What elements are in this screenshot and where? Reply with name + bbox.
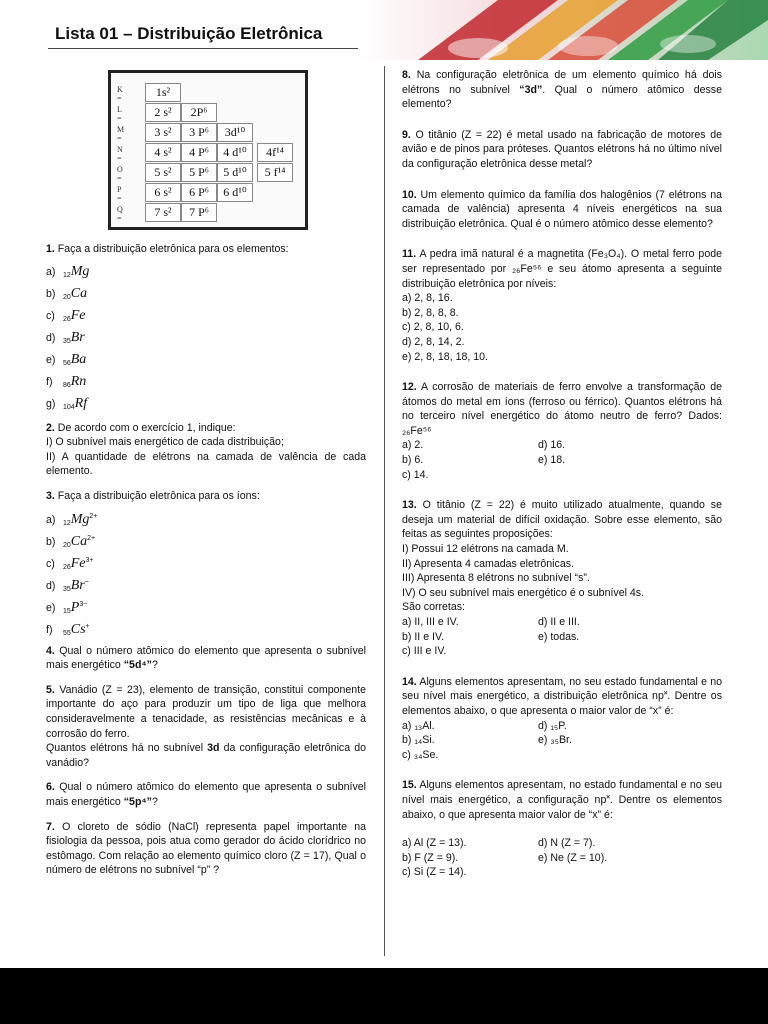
diagram-cell: 6 P⁶ [181, 183, 217, 202]
element-item: f) $_{86}$Rn [46, 373, 87, 389]
ion-item: d) $_{35}$Br− [46, 577, 89, 593]
option: b) 2, 8, 8, 8. [402, 306, 459, 319]
proposition: São corretas: [402, 601, 466, 614]
diagram-cell: 4 d¹⁰ [217, 143, 253, 162]
question-7: 7. O cloreto de sódio (NaCl) representa papel importante na fisiologia da pessoa, pois atua como gerador do ácido clorídrico no estômago. Com relação ao elemento químico cloro (Z = 17), Qual o número de elétrons no subnível “p” ? [46, 820, 366, 877]
diagram-cell: 4 P⁶ [181, 143, 217, 162]
option-row: c) 14. [402, 468, 429, 481]
diagram-level: O = [117, 165, 123, 183]
diagram-level: L = [117, 105, 122, 123]
option-row: b) II e IV. e) todas. [402, 630, 580, 643]
element-item: b) $_{20}$Ca [46, 285, 88, 301]
diagram-cell: 5 s² [145, 163, 181, 182]
diagram-cell: 3 P⁶ [181, 123, 217, 142]
option-row: b) 6. e) 18. [402, 454, 566, 467]
diagram-cell: 5 f¹⁴ [257, 163, 293, 182]
question-4: 4. Qual o número atômico do elemento que apresenta o subnível mais energético “5d⁴”? [46, 644, 366, 672]
diagram-cell: 6 d¹⁰ [217, 183, 253, 202]
proposition: II) Apresenta 4 camadas eletrônicas. [402, 557, 574, 570]
ion-item: f) $_{55}$Cs+ [46, 621, 90, 637]
page-title: Lista 01 – Distribuição Eletrônica [55, 24, 323, 43]
option-row: b) ₁₄Si. e) ₃₅Br. [402, 734, 572, 747]
question-1 [46, 242, 366, 257]
right-column [402, 68, 722, 890]
option-row: a) 2. d) 16. [402, 439, 566, 452]
question-15: 15. Alguns elementos apresentam, no estado fundamental e no seu nível mais energético, a configuração np˟. Dentre os elementos abaixo, o que apresenta maior valor de “x” é: a) Al (Z = 13). d) N (Z = 7). b) F (Z = 9). e) Ne (Z = 10). c) Si (Z = 14). [402, 779, 723, 879]
question-9: 9. O titânio (Z = 22) é metal usado na fabricação de motores de avião e de pinos para próteses. Quantos elétrons há no último nível da configuração eletrônica desse metal? [402, 128, 722, 170]
ion-item: b) $_{20}Ca^{2+}$ [46, 533, 96, 549]
option-row: c) III e IV. [402, 645, 447, 658]
option-row: a) Al (Z = 13). d) N (Z = 7). [402, 837, 596, 850]
diagram-cell: 1s² [145, 83, 181, 102]
diagram-level: N = [117, 145, 123, 163]
question-14: 14. Alguns elementos apresentam, no seu estado fundamental e no seu nível mais energético, a distribuição eletrônica np˟. Dentre os elementos abaixo, o que apresenta o maior valor de “x” é: a) ₁₃Al. d) ₁₅P. b) ₁₄Si. e) ₃₅Br. c) ₃₄Se. [402, 675, 723, 761]
question-2: 2. De acordo com o exercício 1, indique: I) O subnível mais energético de cada distribuição; II) A quantidade de elétrons na camada de valência de cada elemento. [46, 421, 366, 478]
option: d) 2, 8, 14, 2. [402, 335, 465, 348]
diagram-cell: 5 d¹⁰ [217, 163, 253, 182]
diagram-cell: 2 s² [145, 103, 181, 122]
test-tubes-image [358, 0, 768, 60]
diagram-level: K = [117, 85, 123, 103]
element-item: c) $_{26}$Fe [46, 307, 86, 323]
question-13: 13. O titânio (Z = 22) é muito utilizado atualmente, quando se deseja um material de difícil oxidação. Sobre esse elemento, são feitas as seguintes proposições: I) Possui 12 elétrons na camada M. II) Apresenta 4 camadas eletrônicas. III) Apresenta 8 elétrons no subnível “s”. IV) O seu subnível mais energético é o subnível 4s. São corretas: a) II, III e IV. d) II e III. b) II e IV. e) todas. c) III e IV. [402, 499, 722, 658]
question-6: 6. Qual o número atômico do elemento que apresenta o subnível mais energético “5p⁴”? [46, 781, 366, 808]
proposition: IV) O seu subnível mais energético é o subnível 4s. [402, 586, 645, 599]
question-number: 1. [46, 243, 55, 255]
element-item: e) $_{56}$Ba [46, 351, 87, 367]
option-row: c) Si (Z = 14). [402, 866, 467, 879]
diagram-cell: 4 s² [145, 143, 181, 162]
element-item: g) $_{104}$Rf [46, 395, 88, 411]
option-row: b) F (Z = 9). e) Ne (Z = 10). [402, 851, 608, 864]
proposition: I) Possui 12 elétrons na camada M. [402, 543, 569, 556]
proposition: III) Apresenta 8 elétrons no subnível “s”. [402, 572, 590, 585]
question-10: 10. Um elemento químico da família dos halogênios (7 elétrons na camada de valência) apresenta 4 níveis energéticos na sua distribuição eletrônica. Qual é o número atômico desse elemento? [402, 188, 722, 230]
ion-item: e) $_{15}P^{3-}$ [46, 599, 88, 615]
ion-item: a) $_{12}Mg^{2+}$ [46, 511, 98, 527]
diagram-cell: 3 s² [145, 123, 181, 142]
question-text: Faça a distribuição eletrônica para os elementos: [57, 243, 289, 255]
question-5: 5. Vanádio (Z = 23), elemento de transição, constitui componente importante do aço para produzir um tipo de liga que melhora consideravelmente a tenacidade, as resistências mecânicas e à corrosão do ferro. Quantos elétrons há no subnível 3d da configuração eletrônica do vanádio? [46, 683, 366, 769]
linus-pauling-diagram [108, 70, 308, 230]
question-11: 11. A pedra imã natural é a magnetita (Fe₃O₄). O metal ferro pode ser representado por ₂₆Fe⁵⁶ e seu átomo apresenta a seguinte distribuição eletrônica por níveis: a) 2, 8, 16. b) 2, 8, 8, 8. c) 2, 8, 10, 6. d) 2, 8, 14, 2. e) 2, 8, 18, 18, 10. [402, 248, 722, 363]
diagram-cell: 2P⁶ [181, 103, 217, 122]
title-underline [48, 48, 378, 49]
diagram-cell: 4f¹⁴ [257, 143, 293, 162]
left-column [46, 242, 366, 888]
diagram-cell: 6 s² [145, 183, 181, 202]
diagram-level: M = [117, 125, 125, 143]
option-row: c) ₃₄Se. [402, 748, 439, 761]
diagram-level: P = [117, 185, 122, 203]
diagram-cell: 5 P⁶ [181, 163, 217, 182]
element-item: a) $_{12}$Mg [46, 263, 90, 279]
question-12: 12. A corrosão de materiais de ferro envolve a transformação de átomos do metal em íons (ferroso ou férrico). Quantos elétrons há no terceiro nível energético do átomo neutro de ferro? Dados: ₂₆Fe⁵⁶ a) 2. d) 16. b) 6. e) 18. c) 14. [402, 381, 723, 481]
diagram-cell: 7 s² [145, 203, 181, 222]
option-row: a) II, III e IV. d) II e III. [402, 616, 580, 628]
element-item: d) $_{35}$Br [46, 329, 85, 345]
option: a) 2, 8, 16. [402, 292, 453, 305]
diagram-level: Q = [117, 205, 123, 223]
question-3: 3. Faça a distribuição eletrônica para os íons: [46, 489, 260, 502]
diagram-cell: 7 P⁶ [181, 203, 217, 222]
question-8: 8. Na configuração eletrônica de um elemento químico há dois elétrons no subnível “3d”. Qual o número atômico desse elemento? [402, 69, 722, 111]
diagram-cell: 3d¹⁰ [217, 123, 253, 142]
option-row: a) ₁₃Al. d) ₁₅P. [402, 719, 567, 732]
option: e) 2, 8, 18, 18, 10. [402, 350, 488, 363]
column-divider [384, 66, 385, 956]
ion-item: c) $_{26}Fe^{3+}$ [46, 555, 94, 571]
option: c) 2, 8, 10, 6. [402, 321, 464, 334]
